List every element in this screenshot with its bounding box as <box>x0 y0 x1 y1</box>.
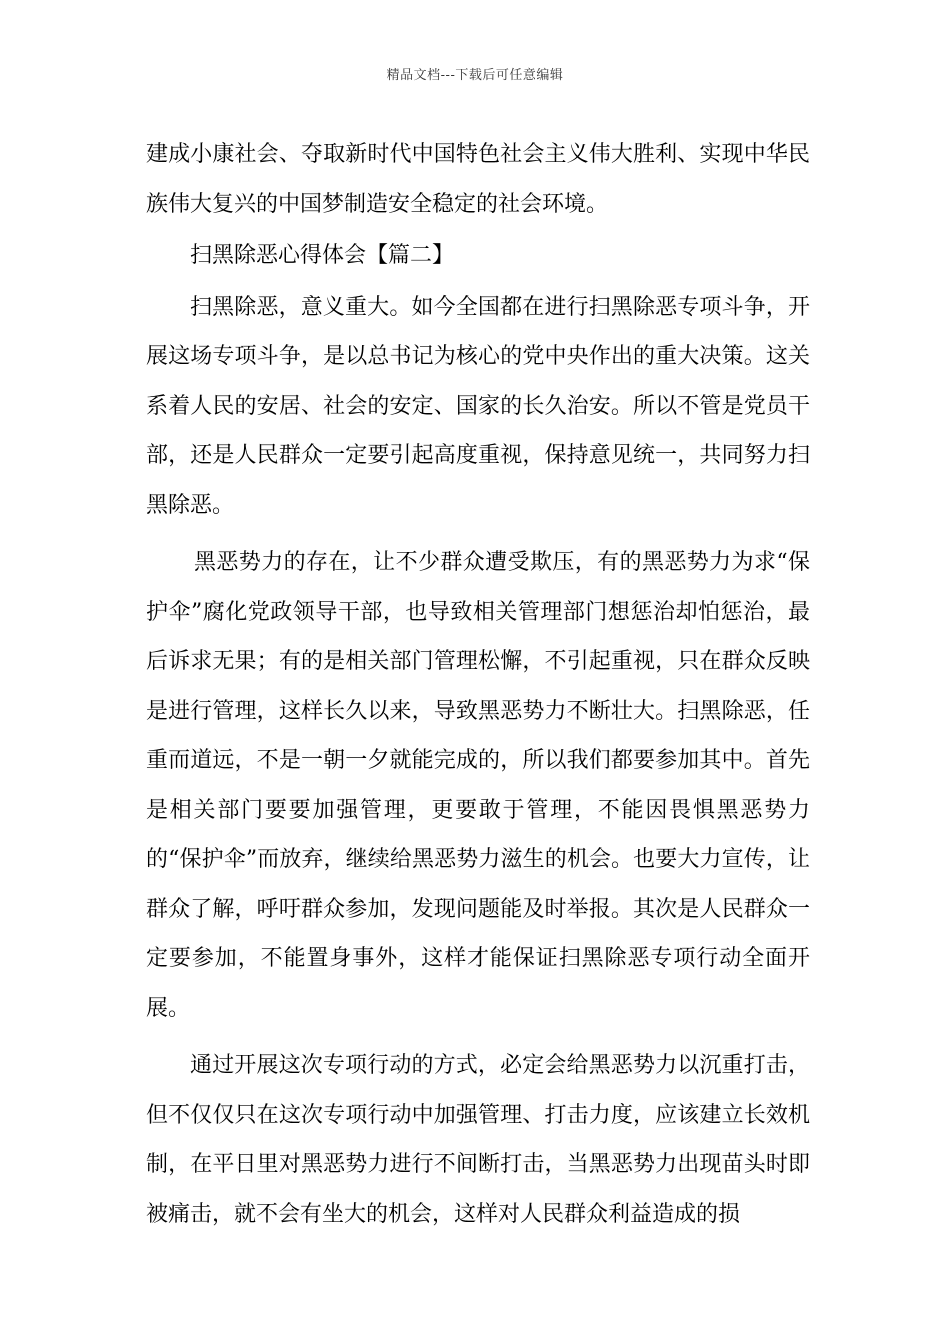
paragraph-2: 黑恶势力的存在，让不少群众遭受欺压，有的黑恶势力为求“保护伞”腐化党政领导干部，也导致相关管理部门想惩治却怕惩治，最后诉求无果；有的是相关部门管理松懈，不引起重视，只在群众反映是进行管理，这样长久以来，导致黑恶势力不断壮大。扫黑除恶，任重而道远，不是一朝一夕就能完成的，所以我们都要参加其中。首先是相关部门要要加强管理，更要敢于管理，不能因畏惧黑恶势力的“保护伞”而放弃，继续给黑恶势力滋生的机会。也要大力宣传，让群众了解，呼吁群众参加，发现问题能及时举报。其次是人民群众一定要参加，不能置身事外，这样才能保证扫黑除恶专项行动全面开展。 <box>146 550 810 1021</box>
document-body <box>146 130 810 1239</box>
section-heading: 扫黑除恶心得体会【篇二】 <box>190 243 455 268</box>
paragraph-3: 通过开展这次专项行动的方式，必定会给黑恶势力以沉重打击，但不仅仅只在这次专项行动中加强管理、打击力度，应该建立长效机制，在平日里对黑恶势力进行不间断打击，当黑恶势力出现苗头时即被痛击，就不会有坐大的机会，这样对人民群众利益造成的损 <box>146 1053 810 1227</box>
document-header: 精品文档---下载后可任意编辑 <box>386 68 564 83</box>
paragraph-1: 扫黑除恶，意义重大。如今全国都在进行扫黑除恶专项斗争，开展这场专项斗争，是以总书记为核心的党中央作出的重大决策。这关系着人民的安居、社会的安定、国家的长久治安。所以不管是党员干部，还是人民群众一定要引起高度重视，保持意见统一，共同努力扫黑除恶。 <box>146 294 810 518</box>
continuation-paragraph: 建成小康社会、夺取新时代中国特色社会主义伟大胜利、实现中华民族伟大复兴的中国梦制造安全稳定的社会环境。 <box>146 142 810 217</box>
